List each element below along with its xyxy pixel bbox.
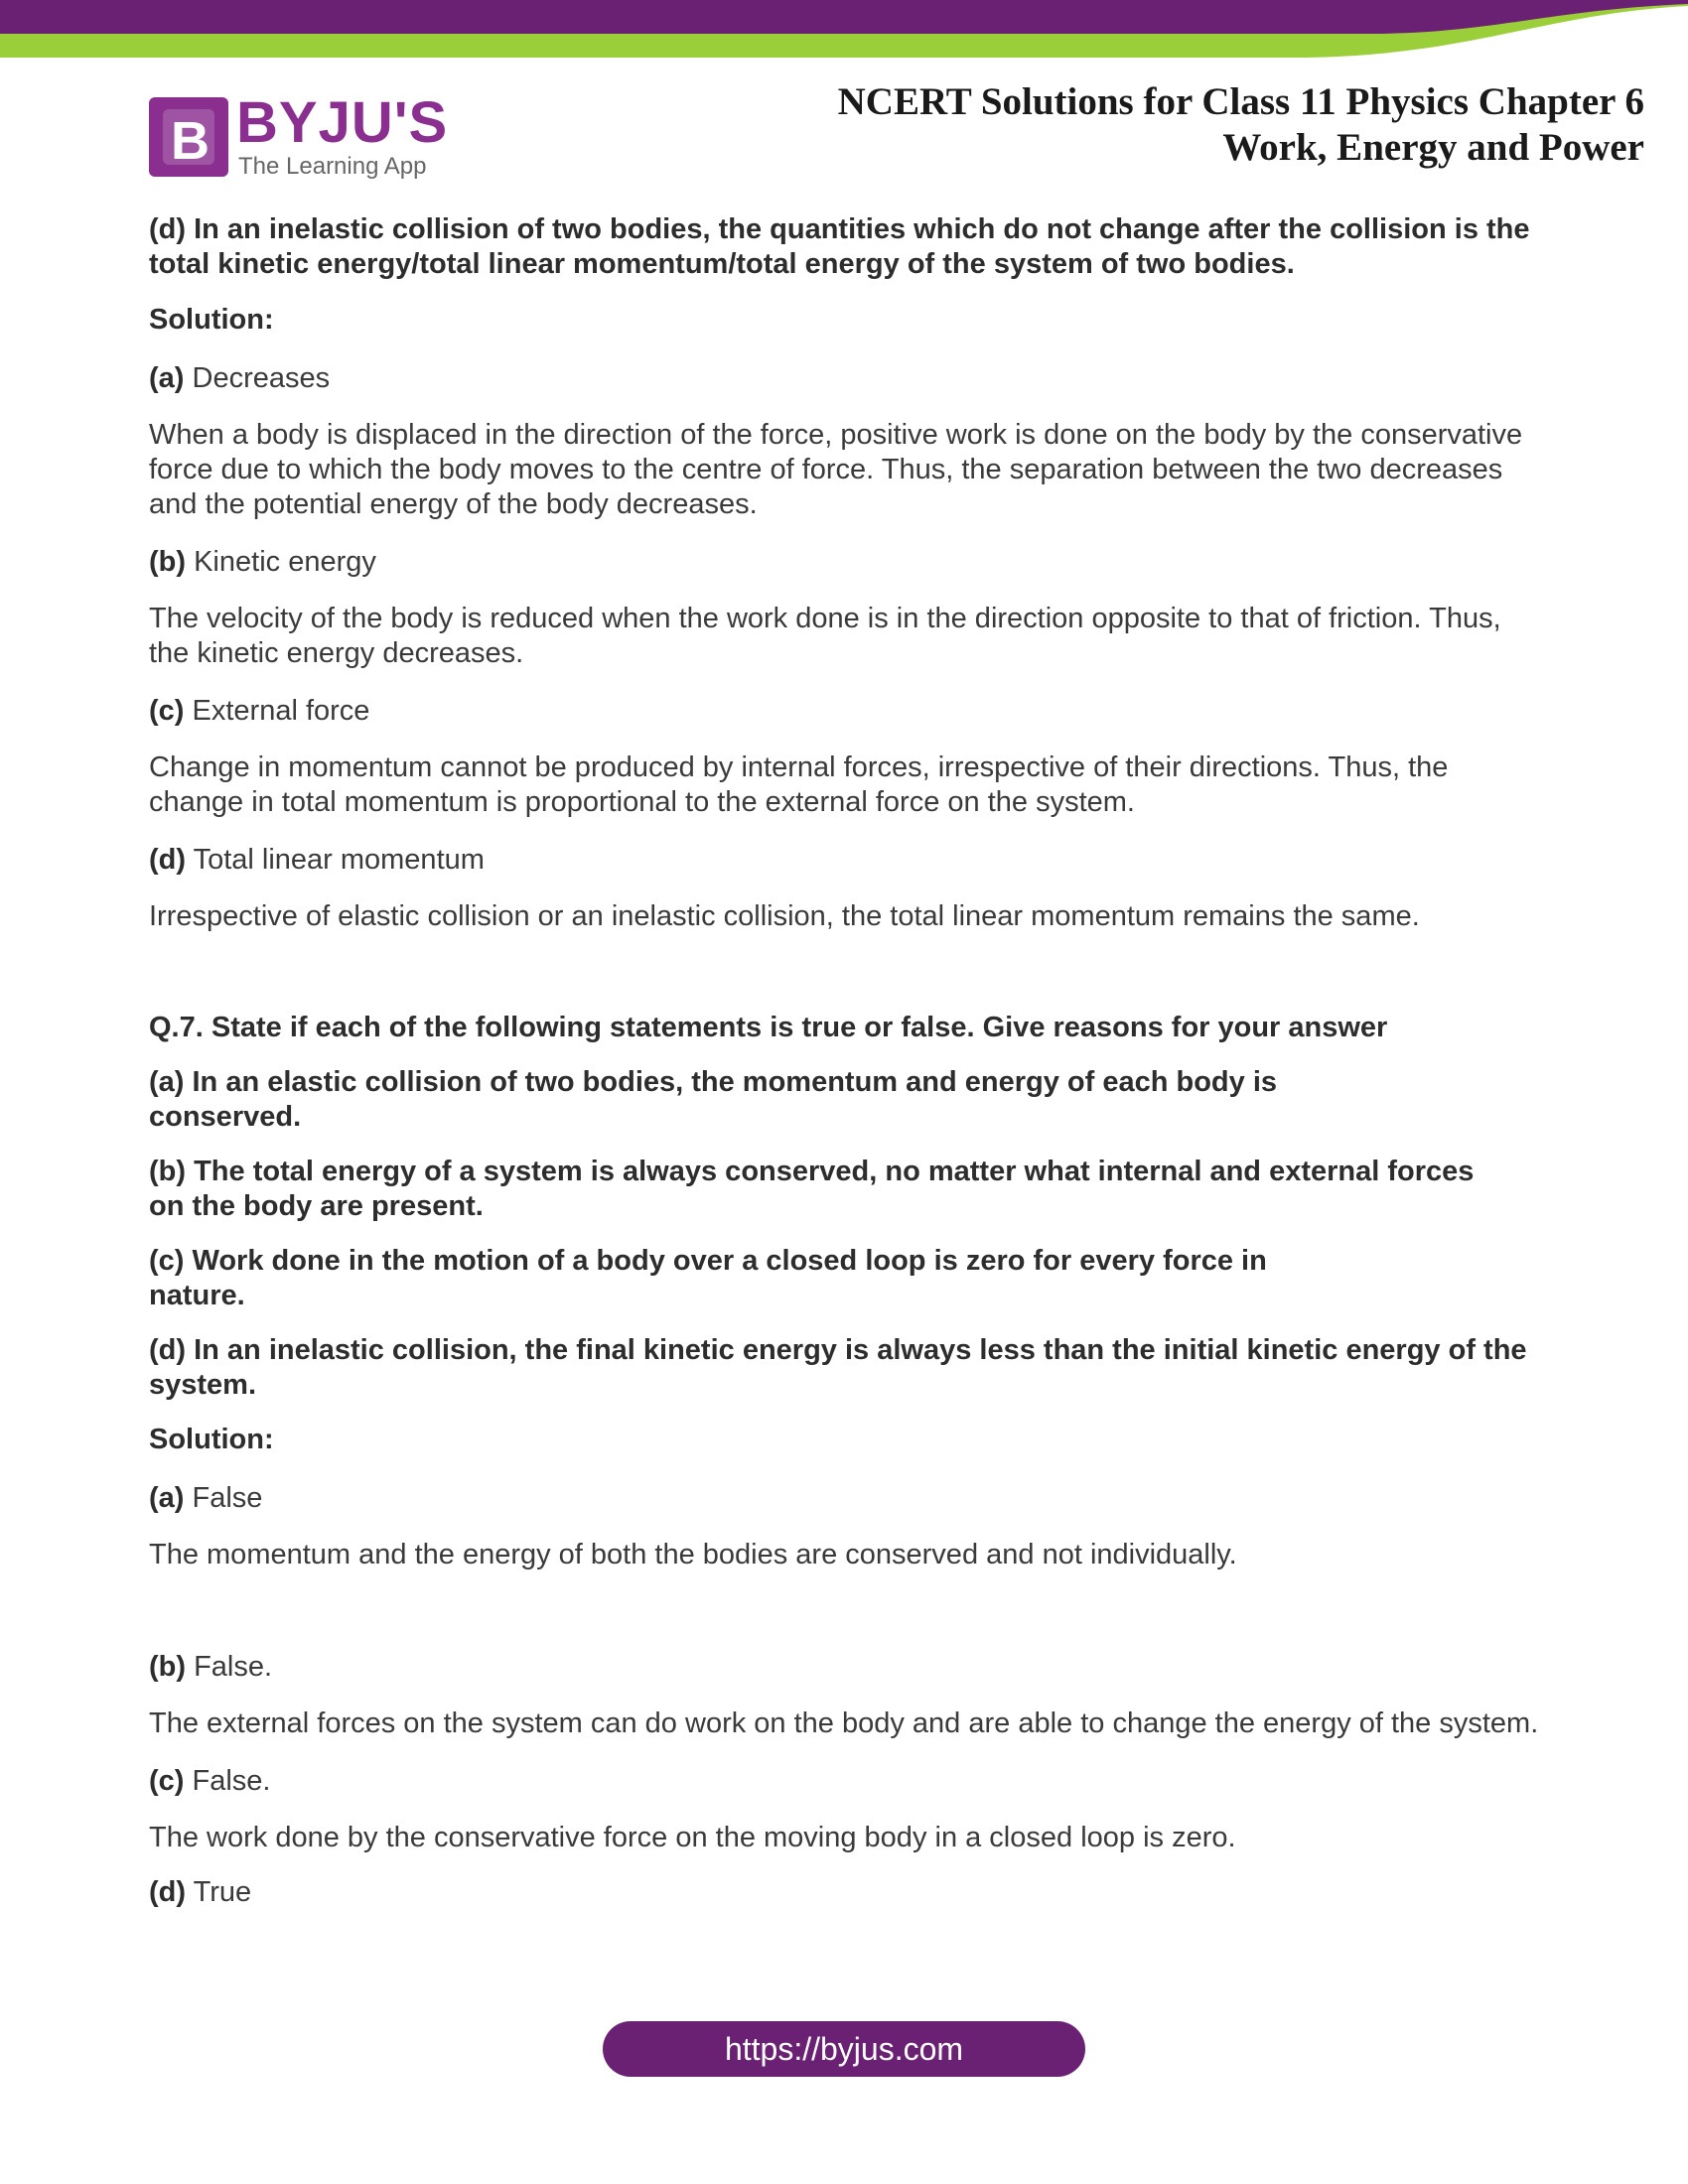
answer-label: (d) <box>149 1876 187 1908</box>
document-body <box>149 208 1539 1910</box>
question-statement-a: (a) In an elastic collision of two bodies, the momentum and energy of each body is conserved. <box>149 1066 1278 1133</box>
page-title-line2: Work, Energy and Power <box>1222 126 1644 169</box>
answer-text: Decreases <box>184 362 331 394</box>
answer-explanation: The external forces on the system can do work on the body and are able to change the energy of the system. <box>149 1707 1539 1739</box>
solution-heading: Solution: <box>149 304 274 336</box>
logo-tagline: The Learning App <box>238 153 427 180</box>
answer-item <box>149 1875 1539 1910</box>
answer-text: Kinetic energy <box>186 546 376 578</box>
answer-item <box>149 545 1539 580</box>
answer-label: (a) <box>149 1482 185 1514</box>
answer-explanation: The work done by the conservative force on the moving body in a closed loop is zero. <box>149 1822 1236 1853</box>
question-statement-c: (c) Work done in the motion of a body over a closed loop is zero for every force in nature. <box>149 1245 1267 1311</box>
answer-explanation: When a body is displaced in the direction of the force, positive work is done on the body by the conservative force due to which the body moves to the centre of force. Thus, the separation between the two decreases and the potential energy of the body decreases. <box>149 419 1523 520</box>
answer-explanation: Change in momentum cannot be produced by internal forces, irrespective of their directions. Thus, the change in total momentum is proportional to the external force on the system. <box>149 751 1449 818</box>
answer-item <box>149 694 1539 729</box>
answer-text: Total linear momentum <box>186 844 485 876</box>
answer-label: (b) <box>149 1651 187 1683</box>
answer-text: False <box>184 1482 263 1514</box>
answer-label: (b) <box>149 546 187 578</box>
page-title <box>838 79 1644 171</box>
answer-item <box>149 1764 1539 1799</box>
website-link[interactable]: https://byjus.com <box>603 2021 1085 2077</box>
question-statement-d: (d) In an inelastic collision, the final kinetic energy is always less than the initial kinetic energy of the system. <box>149 1334 1527 1401</box>
top-color-band <box>0 0 1688 60</box>
answer-explanation: The velocity of the body is reduced when the work done is in the direction opposite to that of friction. Thus, the kinetic energy decreases. <box>149 603 1501 669</box>
answer-item <box>149 361 1539 396</box>
answer-item <box>149 1481 1539 1516</box>
solution-heading: Solution: <box>149 1424 274 1455</box>
question-statement-d: (d) In an inelastic collision of two bodies, the quantities which do not change after the collision is the total kinetic energy/total linear momentum/total energy of the system of two bodies. <box>149 213 1530 280</box>
logo-wordmark: BYJU'S <box>236 90 449 155</box>
answer-text: False. <box>184 1765 271 1797</box>
answer-explanation: Irrespective of elastic collision or an inelastic collision, the total linear momentum remains the same. <box>149 900 1420 932</box>
answer-text: External force <box>184 695 370 727</box>
answer-explanation: The momentum and the energy of both the bodies are conserved and not individually. <box>149 1539 1237 1570</box>
answer-item <box>149 843 1539 878</box>
page-title-line1: NCERT Solutions for Class 11 Physics Chapter 6 <box>837 80 1644 123</box>
answer-item <box>149 1650 1539 1685</box>
answer-text: False. <box>186 1651 273 1683</box>
answer-label: (d) <box>149 844 187 876</box>
question-statement-b: (b) The total energy of a system is always conserved, no matter what internal and external forces on the body are present. <box>149 1156 1475 1222</box>
question-title: Q.7. State if each of the following statements is true or false. Give reasons for your answer <box>149 1012 1388 1043</box>
answer-text: True <box>186 1876 252 1908</box>
answer-label: (a) <box>149 362 185 394</box>
byjus-logo <box>149 90 449 181</box>
answer-label: (c) <box>149 1765 185 1797</box>
answer-label: (c) <box>149 695 185 727</box>
svg-text:B: B <box>171 111 210 171</box>
logo-b-icon <box>149 97 228 177</box>
